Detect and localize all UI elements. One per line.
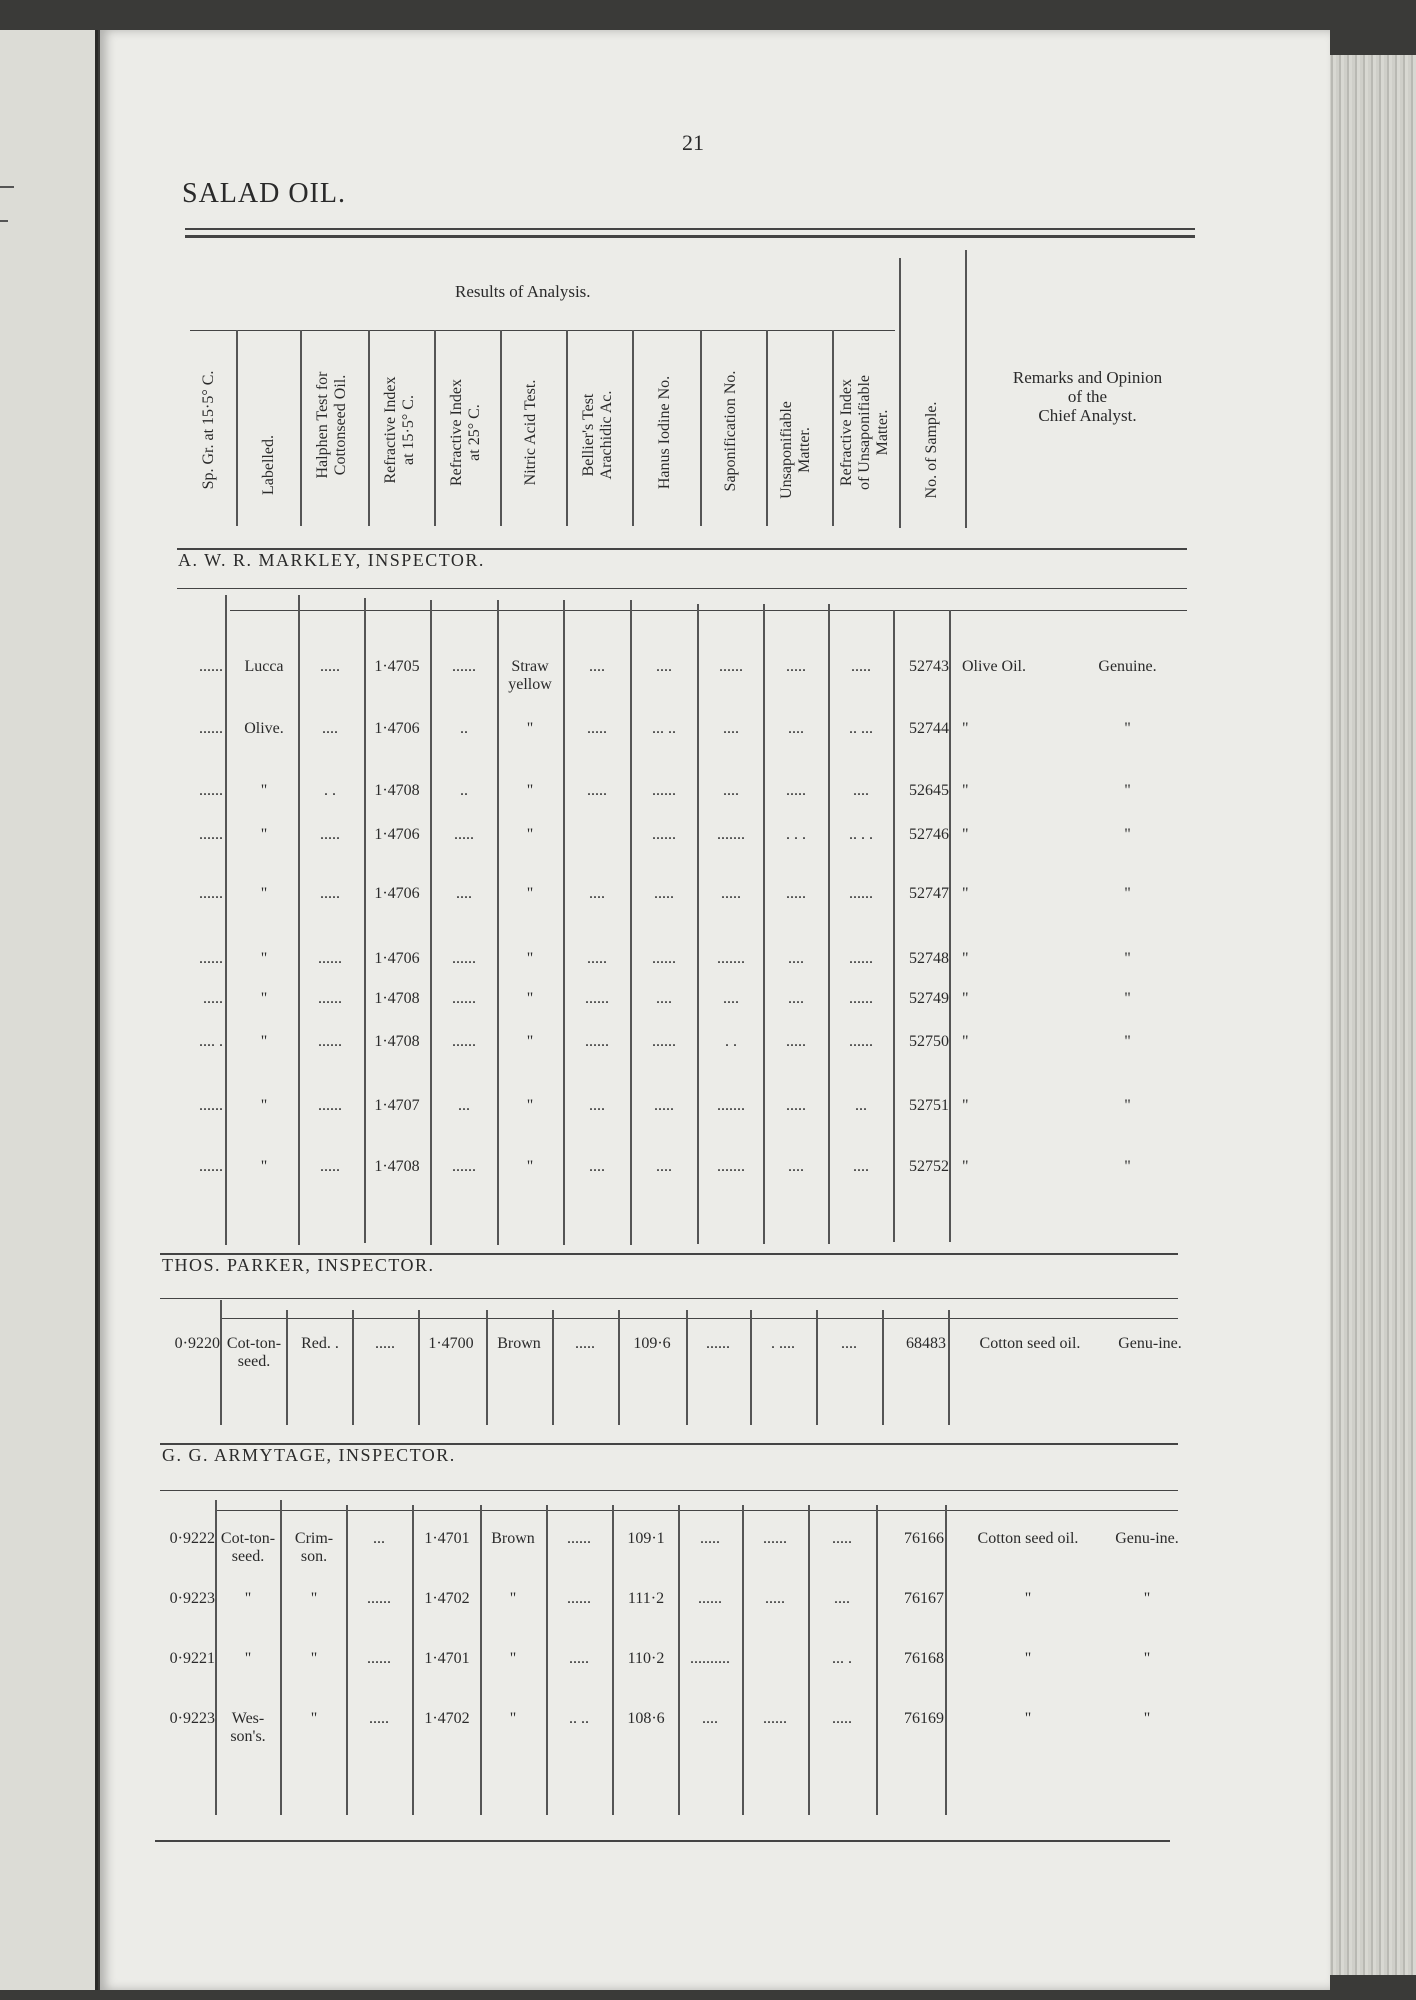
cell-hanus: 109·1 [627, 1530, 665, 1547]
cell-sp-gr: ...... [199, 885, 223, 902]
col-header-unsaponifiable: Unsaponifiable Matter. [778, 401, 813, 499]
cell-unsaponifiable: ..... [786, 782, 806, 799]
column-rule [552, 1310, 554, 1425]
cell-hanus: ...... [652, 950, 676, 967]
cell-ri-25: ...... [452, 1033, 476, 1050]
cell-opinion: " [1124, 950, 1131, 967]
cell-halphen: . . [324, 782, 336, 799]
margin-mark [0, 220, 8, 222]
cell-halphen: ...... [318, 1097, 342, 1114]
cell-labelled: " [260, 950, 268, 967]
column-rule [945, 1505, 947, 1815]
cell-hanus: ...... [652, 782, 676, 799]
cell-ri-unsap: ..... [851, 658, 871, 675]
cell-sample-no: 76167 [904, 1590, 944, 1607]
cell-remark: " [1024, 1650, 1032, 1667]
cell-remark: " [962, 885, 969, 902]
cell-ri-unsap: ...... [849, 1033, 873, 1050]
column-rule [893, 610, 895, 1242]
column-rule [750, 1310, 752, 1425]
cell-ri-15: 1·4708 [374, 990, 420, 1007]
cell-halphen: " [310, 1590, 318, 1607]
header-divider [766, 330, 768, 526]
cell-unsaponifiable: ...... [763, 1530, 787, 1547]
cell-nitric: " [526, 990, 534, 1007]
cell-sample-no: 52751 [909, 1097, 949, 1114]
cell-nitric: Straw yellow [508, 658, 552, 693]
column-rule [563, 600, 565, 1245]
cell-ri-15: ..... [369, 1710, 389, 1727]
cell-ri-15: 1·4706 [374, 885, 420, 902]
cell-sample-no: 76169 [904, 1710, 944, 1727]
header-divider [832, 330, 834, 526]
cell-saponification: . . [725, 1033, 737, 1050]
cell-ri-25: ...... [452, 1158, 476, 1175]
header-divider [300, 330, 302, 526]
cell-ri-25: ..... [454, 826, 474, 843]
cell-remark: " [962, 720, 969, 737]
column-rule [697, 604, 699, 1244]
cell-labelled: Olive. [244, 720, 284, 737]
top-rule [185, 235, 1195, 238]
cell-remark: " [962, 782, 969, 799]
cell-halphen: ..... [320, 658, 340, 675]
cell-ri-unsap: ..... [832, 1710, 852, 1727]
cell-bellier: ..... [575, 1335, 595, 1352]
cell-nitric: Brown [491, 1530, 535, 1547]
cell-opinion: " [1143, 1710, 1151, 1727]
cell-halphen: " [310, 1650, 318, 1667]
header-divider [700, 330, 702, 526]
cell-ri-25: ...... [452, 658, 476, 675]
column-rule [763, 604, 765, 1244]
column-rule [225, 595, 227, 1245]
cell-sp-gr: 0·9220 [174, 1335, 220, 1352]
cell-remark: Olive Oil. [962, 658, 1026, 675]
col-header-remarks: Remarks and Opinion of the Chief Analyst. [1012, 368, 1163, 425]
cell-opinion: " [1124, 1033, 1131, 1050]
cell-ri-25: 1·4701 [424, 1530, 470, 1547]
inspector-heading: G. G. ARMYTAGE, INSPECTOR. [162, 1445, 456, 1465]
cell-sp-gr: ...... [199, 1158, 223, 1175]
cell-unsaponifiable: ..... [765, 1590, 785, 1607]
col-header-nitric: Nitric Acid Test. [522, 379, 539, 486]
cell-ri-unsap: .. ... [849, 720, 873, 737]
cell-ri-25: ...... [452, 950, 476, 967]
cell-sp-gr: 0·9223 [169, 1710, 215, 1727]
cell-ri-unsap: .... [853, 782, 869, 799]
cell-bellier: ...... [585, 990, 609, 1007]
cell-halphen: ..... [320, 885, 340, 902]
cell-unsaponifiable: ..... [786, 1097, 806, 1114]
cell-hanus: 108·6 [627, 1710, 665, 1727]
page-number: 21 [682, 130, 704, 155]
header-divider [236, 330, 238, 526]
cell-remark: " [962, 1158, 969, 1175]
cell-halphen: ...... [318, 1033, 342, 1050]
cell-opinion: Genu-ine. [1115, 1530, 1179, 1547]
cell-ri-25: ... [458, 1097, 470, 1114]
header-divider [965, 250, 967, 528]
header-divider [368, 330, 370, 526]
col-header-saponification: Saponification No. [722, 370, 739, 492]
column-rule [418, 1310, 420, 1425]
cell-labelled: " [244, 1650, 252, 1667]
cell-sample-no: 52747 [909, 885, 949, 902]
results-rule [190, 330, 895, 331]
cell-unsaponifiable: .... [788, 720, 804, 737]
cell-ri-15: 1·4706 [374, 720, 420, 737]
cell-ri-15: 1·4706 [374, 950, 420, 967]
col-header-sp-gr: Sp. Gr. at 15·5° C. [200, 370, 217, 490]
cell-labelled: Cot-ton-seed. [220, 1530, 276, 1565]
column-rule [286, 1310, 288, 1425]
cell-sample-no: 52752 [909, 1158, 949, 1175]
cell-unsaponifiable: .... [788, 950, 804, 967]
cell-sp-gr: ...... [199, 950, 223, 967]
cell-unsaponifiable: .... [788, 1158, 804, 1175]
cell-bellier: ..... [569, 1650, 589, 1667]
cell-bellier: .... [589, 1097, 605, 1114]
cell-bellier: ..... [587, 782, 607, 799]
cell-bellier: .. .. [569, 1710, 589, 1727]
cell-ri-25: ...... [452, 990, 476, 1007]
cell-remark: Cotton seed oil. [977, 1530, 1079, 1547]
cell-hanus: ...... [652, 1033, 676, 1050]
col-header-bellier: Bellier's Test Arachidic Ac. [580, 390, 615, 480]
cell-sp-gr: 0·9221 [169, 1650, 215, 1667]
cell-saponification: .... [702, 1710, 718, 1727]
column-rule [882, 1310, 884, 1425]
cell-ri-15: 1·4708 [374, 1033, 420, 1050]
cell-sample-no: 76166 [904, 1530, 944, 1547]
cell-sample-no: 76168 [904, 1650, 944, 1667]
cell-labelled: " [260, 826, 268, 843]
column-rule [430, 600, 432, 1245]
column-rule [215, 1500, 217, 1815]
cell-remark: " [962, 826, 969, 843]
cell-ri-unsap: .... [853, 1158, 869, 1175]
cell-labelled: " [260, 1097, 268, 1114]
cell-bellier: ..... [587, 720, 607, 737]
cell-ri-15: ...... [367, 1590, 391, 1607]
bottom-rule [155, 1840, 1170, 1842]
cell-sp-gr: ...... [199, 826, 223, 843]
cell-nitric: " [526, 1097, 534, 1114]
cell-ri-25: 1·4700 [428, 1335, 474, 1352]
cell-ri-unsap: ...... [849, 885, 873, 902]
cell-ri-15: 1·4706 [374, 826, 420, 843]
col-header-ri-unsap: Refractive Index of Unsaponifiable Matter. [838, 374, 891, 491]
column-rule [497, 600, 499, 1245]
cell-opinion: Genu-ine. [1118, 1335, 1182, 1352]
column-rule [412, 1505, 414, 1815]
cell-sp-gr: ...... [199, 720, 223, 737]
col-header-halphen: Halphen Test for Cottonseed Oil. [314, 371, 349, 479]
column-rule [364, 598, 366, 1243]
inspector-heading: A. W. R. MARKLEY, INSPECTOR. [178, 550, 485, 570]
cell-saponification: .... [723, 782, 739, 799]
col-header-labelled: Labelled. [260, 435, 277, 495]
cell-nitric: " [526, 950, 534, 967]
cell-remark: " [962, 1097, 969, 1114]
header-divider [566, 330, 568, 526]
cell-hanus: .... [656, 658, 672, 675]
cell-remark: " [962, 1033, 969, 1050]
section-rule [215, 1510, 1178, 1511]
cell-saponification: ....... [717, 1097, 745, 1114]
cell-sample-no: 52645 [909, 782, 949, 799]
cell-halphen: .... [322, 720, 338, 737]
cell-labelled: " [260, 1033, 268, 1050]
cell-saponification: ...... [698, 1590, 722, 1607]
cell-ri-25: .... [456, 885, 472, 902]
cell-ri-unsap: ...... [849, 990, 873, 1007]
cell-ri-unsap: .. . . [849, 826, 873, 843]
cell-labelled: " [260, 990, 268, 1007]
results-heading: Results of Analysis. [455, 282, 591, 301]
cell-opinion: " [1143, 1650, 1151, 1667]
cell-nitric: " [509, 1590, 517, 1607]
col-header-ri-15: Refractive Index at 15·5° C. [382, 376, 417, 484]
cell-hanus: ...... [652, 826, 676, 843]
cell-ri-unsap: ...... [849, 950, 873, 967]
cell-halphen: Crim-son. [294, 1530, 334, 1565]
cell-saponification: ....... [717, 950, 745, 967]
cell-halphen: Red. . [301, 1335, 339, 1352]
column-rule [612, 1505, 614, 1815]
cell-labelled: " [260, 1158, 268, 1175]
column-rule [808, 1505, 810, 1815]
header-divider [434, 330, 436, 526]
header-divider [632, 330, 634, 526]
cell-ri-15: 1·4707 [374, 1097, 420, 1114]
cell-halphen: ...... [318, 990, 342, 1007]
cell-nitric: " [509, 1710, 517, 1727]
cell-ri-25: 1·4702 [424, 1590, 470, 1607]
cell-remark: " [1024, 1590, 1032, 1607]
col-header-sample-no: No. of Sample. [923, 401, 940, 499]
cell-opinion: " [1124, 885, 1131, 902]
cell-sp-gr: 0·9223 [169, 1590, 215, 1607]
document-page [100, 30, 1330, 1990]
cell-nitric: " [526, 782, 534, 799]
cell-nitric: " [526, 885, 534, 902]
cell-bellier: ..... [587, 950, 607, 967]
cell-ri-unsap: ..... [832, 1530, 852, 1547]
column-rule [298, 595, 300, 1245]
cell-halphen: " [310, 1710, 318, 1727]
cell-nitric: Brown [497, 1335, 541, 1352]
header-divider [899, 258, 901, 528]
column-rule [546, 1505, 548, 1815]
column-rule [686, 1310, 688, 1425]
column-rule [280, 1500, 282, 1815]
cell-opinion: " [1124, 1097, 1131, 1114]
cell-unsaponifiable: . . . [786, 826, 806, 843]
cell-opinion: " [1124, 1158, 1131, 1175]
column-rule [480, 1505, 482, 1815]
top-rule [185, 228, 1195, 230]
cell-bellier: .... [589, 658, 605, 675]
column-rule [618, 1310, 620, 1425]
column-rule [816, 1310, 818, 1425]
column-rule [678, 1505, 680, 1815]
cell-saponification: ...... [719, 658, 743, 675]
cell-remark: " [1024, 1710, 1032, 1727]
section-rule [230, 610, 1187, 611]
cell-hanus: 110·2 [627, 1650, 665, 1667]
cell-unsaponifiable: ..... [786, 885, 806, 902]
cell-hanus: ... .. [652, 720, 676, 737]
cell-labelled: Wes-son's. [230, 1710, 266, 1745]
header-divider [500, 330, 502, 526]
cell-ri-15: 1·4708 [374, 1158, 420, 1175]
cell-sample-no: 52746 [909, 826, 949, 843]
cell-unsaponifiable: ..... [786, 658, 806, 675]
cell-labelled: Lucca [244, 658, 284, 675]
cell-labelled: " [244, 1590, 252, 1607]
section-rule [160, 1490, 1178, 1491]
page-title: SALAD OIL. [182, 178, 346, 209]
column-rule [948, 1310, 950, 1425]
cell-saponification: ...... [706, 1335, 730, 1352]
cell-ri-15: 1·4708 [374, 782, 420, 799]
cell-unsaponifiable: ..... [786, 1033, 806, 1050]
cell-ri-unsap: .... [841, 1335, 857, 1352]
cell-saponification: ..... [721, 885, 741, 902]
cell-saponification: ....... [717, 1158, 745, 1175]
cell-ri-25: 1·4702 [424, 1710, 470, 1727]
cell-opinion: " [1124, 990, 1131, 1007]
cell-nitric: " [526, 1033, 534, 1050]
cell-sp-gr: ..... [203, 990, 223, 1007]
section-rule [177, 588, 1187, 589]
cell-sample-no: 68483 [906, 1335, 946, 1352]
cell-ri-25: .. [460, 720, 468, 737]
cell-bellier: ...... [585, 1033, 609, 1050]
cell-sp-gr: 0·9222 [169, 1530, 215, 1547]
section-rule [220, 1318, 1178, 1319]
cell-remark: Cotton seed oil. [979, 1335, 1081, 1352]
col-header-ri-25: Refractive Index at 25° C. [448, 378, 483, 487]
cell-hanus: 111·2 [627, 1590, 665, 1607]
cell-remark: " [962, 990, 969, 1007]
cell-sample-no: 52744 [909, 720, 949, 737]
cell-unsaponifiable: . .... [771, 1335, 795, 1352]
column-rule [949, 610, 951, 1242]
cell-ri-15: ...... [367, 1650, 391, 1667]
cell-bellier: .... [589, 885, 605, 902]
cell-opinion: " [1124, 720, 1131, 737]
cell-hanus: .... [656, 990, 672, 1007]
cell-hanus: ..... [654, 1097, 674, 1114]
cell-sample-no: 52748 [909, 950, 949, 967]
column-rule [220, 1300, 222, 1425]
cell-ri-unsap: .... [834, 1590, 850, 1607]
cell-opinion: " [1124, 782, 1131, 799]
cell-nitric: " [526, 720, 534, 737]
cell-hanus: .... [656, 1158, 672, 1175]
inspector-heading: THOS. PARKER, INSPECTOR. [162, 1255, 435, 1275]
cell-bellier: .... [589, 1158, 605, 1175]
column-rule [346, 1505, 348, 1815]
cell-saponification: ....... [717, 826, 745, 843]
cell-labelled: Cot-ton-seed. [226, 1335, 282, 1370]
cell-nitric: " [509, 1650, 517, 1667]
column-rule [742, 1505, 744, 1815]
col-header-hanus: Hanus Iodine No. [656, 375, 673, 490]
section-rule [160, 1298, 1178, 1299]
cell-opinion: Genuine. [1098, 658, 1157, 675]
cell-ri-15: ... [373, 1530, 385, 1547]
cell-ri-15: 1·4705 [374, 658, 420, 675]
cell-saponification: .......... [690, 1650, 730, 1667]
cell-sp-gr: ...... [199, 658, 223, 675]
cell-sample-no: 52743 [909, 658, 949, 675]
cell-bellier: ...... [567, 1530, 591, 1547]
column-rule [486, 1310, 488, 1425]
cell-sample-no: 52750 [909, 1033, 949, 1050]
cell-unsaponifiable: ...... [763, 1710, 787, 1727]
cell-ri-25: 1·4701 [424, 1650, 470, 1667]
cell-ri-25: .. [460, 782, 468, 799]
column-rule [352, 1310, 354, 1425]
cell-hanus: 109·6 [633, 1335, 671, 1352]
cell-halphen: ..... [320, 1158, 340, 1175]
cell-ri-15: ..... [375, 1335, 395, 1352]
cell-sp-gr: .... . [199, 1033, 223, 1050]
cell-sample-no: 52749 [909, 990, 949, 1007]
margin-mark [0, 186, 14, 188]
cell-sp-gr: ...... [199, 1097, 223, 1114]
column-rule [828, 604, 830, 1244]
cell-saponification: ..... [700, 1530, 720, 1547]
cell-remark: " [962, 950, 969, 967]
cell-labelled: " [260, 885, 268, 902]
cell-ri-unsap: ... . [832, 1650, 852, 1667]
column-rule [630, 600, 632, 1245]
cell-opinion: " [1124, 826, 1131, 843]
cell-halphen: ..... [320, 826, 340, 843]
cell-halphen: ...... [318, 950, 342, 967]
cell-sp-gr: ...... [199, 782, 223, 799]
cell-saponification: .... [723, 720, 739, 737]
column-rule [876, 1505, 878, 1815]
cell-bellier: ...... [567, 1590, 591, 1607]
cell-ri-unsap: ... [855, 1097, 867, 1114]
cell-hanus: ..... [654, 885, 674, 902]
cell-labelled: " [260, 782, 268, 799]
left-facing-page [0, 30, 98, 1990]
cell-saponification: .... [723, 990, 739, 1007]
cell-unsaponifiable: .... [788, 990, 804, 1007]
cell-nitric: " [526, 1158, 534, 1175]
cell-opinion: " [1143, 1590, 1151, 1607]
cell-nitric: " [526, 826, 534, 843]
book-page-edges [1328, 55, 1416, 1975]
